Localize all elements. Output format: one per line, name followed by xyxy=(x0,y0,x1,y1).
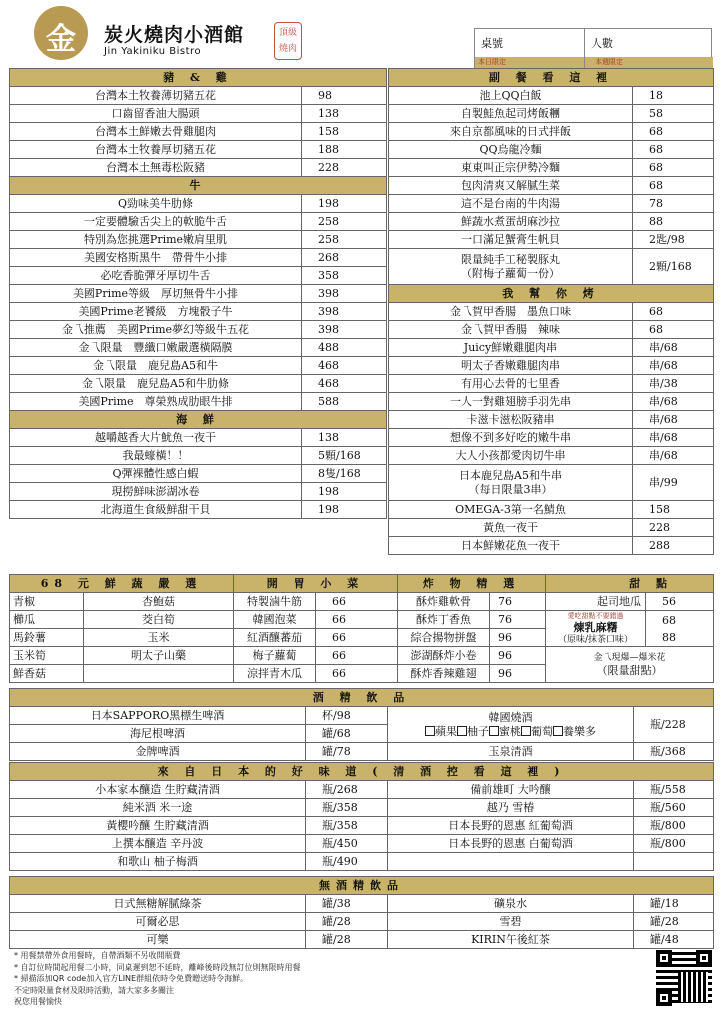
dessert-popcorn-sub: （限量甜點） xyxy=(596,663,663,677)
item-name: 必吃香脆彈牙厚切牛舌 xyxy=(10,267,302,285)
item-name: QQ烏龍冷麵 xyxy=(389,141,633,159)
menu-item-row xyxy=(10,895,714,913)
section-title: 68 元 鮮 蔬 嚴 選 xyxy=(10,575,234,593)
menu-item-row xyxy=(10,231,387,249)
item-price: 罐/28 xyxy=(306,931,388,949)
item-name: Q勁味美牛肋條 xyxy=(10,195,302,213)
stamp-top: 頂級 xyxy=(278,28,297,38)
item-name: 小本家本釀造 生貯藏清酒 xyxy=(10,781,306,799)
menu-item-row xyxy=(389,303,714,321)
item-price: 288 xyxy=(633,537,714,555)
section-title: 炸 物 精 選 xyxy=(398,575,546,593)
menu-item-row xyxy=(10,483,387,501)
item-price: 96 xyxy=(490,629,546,647)
item-name: 想像不到多好吃的嫩牛串 xyxy=(389,429,633,447)
item-name: 可爾必思 xyxy=(10,913,306,931)
soju-flavor-label: 養樂多 xyxy=(563,724,596,738)
menu-item-row xyxy=(389,501,714,519)
item-name xyxy=(389,249,633,285)
empty-cell xyxy=(388,853,634,871)
veg-item: 鮮香菇 xyxy=(10,665,84,683)
dessert-note: 愛吃甜點不要錯過 xyxy=(567,611,624,620)
veg-item: 茭白筍 xyxy=(84,611,234,629)
footnote-line: 不定時限量食材及限時活動，請大家多多關注 xyxy=(14,985,174,995)
menu-item-row xyxy=(389,105,714,123)
menu-item-row xyxy=(10,447,387,465)
item-price: 198 xyxy=(302,501,387,519)
menu-item-row xyxy=(389,339,714,357)
item-price: 228 xyxy=(633,519,714,537)
section-title: 無酒精飲品 xyxy=(10,877,714,895)
menu-item-row xyxy=(10,799,714,817)
footnote-line: * 自訂位時間起用餐二小時，同桌遲到恕不延時，離峰後時段無訂位則無限時用餐 xyxy=(14,962,301,972)
item-name: 可樂 xyxy=(10,931,306,949)
item-price: 258 xyxy=(302,231,387,249)
menu-item-row xyxy=(10,743,714,761)
right-menu-table xyxy=(388,68,714,555)
alcohol-table xyxy=(9,688,714,761)
veg-item: 杏鮑菇 xyxy=(84,593,234,611)
item-name: 池上QQ白飯 xyxy=(389,87,633,105)
menu-item-row xyxy=(389,357,714,375)
item-name: 金牌啤酒 xyxy=(10,743,306,761)
item-name: 台灣本土無毒松阪豬 xyxy=(10,159,302,177)
item-name: 台灣本土牧養厚切豬五花 xyxy=(10,141,302,159)
item-price: 66 xyxy=(316,665,398,683)
menu-item-row xyxy=(10,357,387,375)
item-name: 黃櫻吟釀 生貯藏清酒 xyxy=(10,817,306,835)
menu-item-row xyxy=(10,611,714,629)
menu-item-row xyxy=(10,285,387,303)
item-name: 韓國泡菜 xyxy=(234,611,316,629)
item-price: 罐/78 xyxy=(306,743,388,761)
item-price: 138 xyxy=(302,105,387,123)
menu-item-row xyxy=(389,321,714,339)
menu-item-row xyxy=(389,465,714,501)
item-price: 68 xyxy=(633,159,714,177)
item-name: 特製滷牛筋 xyxy=(234,593,316,611)
item-name: 台灣本土鮮嫩去骨雞腿肉 xyxy=(10,123,302,141)
menu-item-row xyxy=(10,123,387,141)
item-price: 串/68 xyxy=(633,429,714,447)
item-price: 158 xyxy=(302,123,387,141)
menu-item-row xyxy=(10,647,714,665)
section-title: 我 幫 你 烤 xyxy=(389,285,714,303)
menu-item-row xyxy=(10,105,387,123)
item-price: 66 xyxy=(316,611,398,629)
item-name: KIRIN午後紅茶 xyxy=(388,931,634,949)
veg-item: 明太子山藥 xyxy=(84,647,234,665)
item-price: 88 xyxy=(633,213,714,231)
veg-item: 馬鈴薯 xyxy=(10,629,84,647)
menu-item-row xyxy=(389,123,714,141)
item-name: 純米酒 米一途 xyxy=(10,799,306,817)
section-title: 牛 xyxy=(10,177,387,195)
item-price: 2匙/98 xyxy=(633,231,714,249)
item-price: 198 xyxy=(302,195,387,213)
item-name: 金乁限量 豐纖口嫩嚴選橫隔膜 xyxy=(10,339,302,357)
section-title: 開 胃 小 菜 xyxy=(234,575,398,593)
line-qr-code[interactable] xyxy=(656,950,712,1006)
item-price: 58 xyxy=(633,105,714,123)
menu-header xyxy=(0,0,722,70)
item-price: 96 xyxy=(490,665,546,683)
dessert-price-b: 88 xyxy=(662,630,676,644)
item-price: 瓶/800 xyxy=(634,817,714,835)
item-price: 68 xyxy=(633,141,714,159)
item-price: 杯/98 xyxy=(306,707,388,725)
item-price: 串/68 xyxy=(633,357,714,375)
logo xyxy=(34,6,88,60)
people-count-field[interactable]: 人數 xyxy=(591,37,613,50)
menu-item-row xyxy=(389,537,714,555)
item-name: 酥炸雞軟骨 xyxy=(398,593,490,611)
item-price: 8隻/168 xyxy=(302,465,387,483)
item-price: 串/68 xyxy=(633,447,714,465)
item-price: 串/68 xyxy=(633,411,714,429)
menu-item-row xyxy=(10,817,714,835)
item-price: 66 xyxy=(316,593,398,611)
item-price: 68 xyxy=(633,177,714,195)
item-name xyxy=(389,465,633,501)
item-name-line2: （每日限量3串） xyxy=(468,482,553,496)
item-price: 串/99 xyxy=(633,465,714,501)
item-price: 瓶/358 xyxy=(306,817,388,835)
daily-limited-tag: 本日限定 xyxy=(475,57,585,68)
section-title: 海 鮮 xyxy=(10,411,387,429)
dessert-popcorn: 金乁現爆—爆米花 xyxy=(593,652,666,663)
item-name: 和歌山 柚子梅酒 xyxy=(10,853,306,871)
menu-item-row xyxy=(10,213,387,231)
section-header-row xyxy=(10,575,714,593)
item-price: 198 xyxy=(302,483,387,501)
item-price: 468 xyxy=(302,357,387,375)
menu-item-row xyxy=(10,339,387,357)
item-price: 瓶/800 xyxy=(634,835,714,853)
menu-item-row xyxy=(389,87,714,105)
menu-item-row xyxy=(10,375,387,393)
item-name: 礦泉水 xyxy=(388,895,634,913)
item-name: 這不是台南的牛肉湯 xyxy=(389,195,633,213)
item-name: 包肉清爽又解膩生菜 xyxy=(389,177,633,195)
item-name: 日本長野的恩惠 紅葡萄酒 xyxy=(388,817,634,835)
item-price xyxy=(646,611,714,647)
menu-item-row xyxy=(10,267,387,285)
sake-table xyxy=(9,762,714,871)
item-price: 68 xyxy=(633,303,714,321)
item-name: 美國Prime老饕級 方塊骰子牛 xyxy=(10,303,302,321)
menu-item-row xyxy=(389,411,714,429)
item-name: 日本鮮嫩花魚一夜干 xyxy=(389,537,633,555)
item-name: 紅酒釀蕃茄 xyxy=(234,629,316,647)
menu-item-row xyxy=(389,159,714,177)
menu-item-row xyxy=(10,781,714,799)
menu-item-row xyxy=(10,159,387,177)
item-name: 玉泉清酒 xyxy=(388,743,634,761)
section-header-row xyxy=(389,69,714,87)
item-name: 上撰本釀造 辛丹波 xyxy=(10,835,306,853)
item-name: 台灣本土牧養薄切豬五花 xyxy=(10,87,302,105)
footnote-line: 祝您用餐愉快 xyxy=(14,997,62,1006)
item-name-line1: 日本鹿兒島A5和牛串 xyxy=(459,468,562,482)
soju-options xyxy=(388,707,634,743)
item-name: 日本長野的恩惠 白葡萄酒 xyxy=(388,835,634,853)
item-name: 東東叫正宗伊勢冷麵 xyxy=(389,159,633,177)
menu-item-row xyxy=(389,141,714,159)
item-price: 96 xyxy=(490,647,546,665)
item-name: 海尼根啤酒 xyxy=(10,725,306,743)
menu-item-row xyxy=(10,141,387,159)
item-price: 468 xyxy=(302,375,387,393)
veg-item: 玉米 xyxy=(84,629,234,647)
item-name: 一定要體驗舌尖上的軟脆牛舌 xyxy=(10,213,302,231)
item-price: 瓶/560 xyxy=(634,799,714,817)
section-title: 甜 點 xyxy=(546,575,714,593)
menu-item-row xyxy=(10,835,714,853)
item-name-line2: （附梅子蘿蔔一份） xyxy=(461,266,560,280)
item-name: 綜合揚物拼盤 xyxy=(398,629,490,647)
order-box xyxy=(474,28,712,68)
section-header-row xyxy=(10,689,714,707)
premium-stamp xyxy=(274,22,302,60)
item-price: 66 xyxy=(316,629,398,647)
item-name: 酥炸丁香魚 xyxy=(398,611,490,629)
item-name: 美國安格斯黑牛 帶骨牛小排 xyxy=(10,249,302,267)
menu-item-row xyxy=(10,853,714,871)
veg-item: 青椒 xyxy=(10,593,84,611)
weekly-limited-tag: 本週限定 xyxy=(585,57,713,68)
shop-name: 炭火燒肉小酒館 xyxy=(104,24,245,46)
item-name: 日式無糖解膩綠茶 xyxy=(10,895,306,913)
item-name: 鮮蔬水煮蛋胡麻沙拉 xyxy=(389,213,633,231)
item-price: 瓶/450 xyxy=(306,835,388,853)
item-price: 138 xyxy=(302,429,387,447)
menu-item-row xyxy=(389,195,714,213)
section-header-row xyxy=(389,285,714,303)
footnote-line: * 掃描添加QR code加入官方LINE群組依時令免費贈送時令海鮮。 xyxy=(14,974,249,983)
table-number-field[interactable]: 桌號 xyxy=(475,29,585,57)
qr-finder-bl xyxy=(656,990,672,1006)
item-name: 酥炸香辣雞翅 xyxy=(398,665,490,683)
item-name: 我最蠔橫！！ xyxy=(10,447,302,465)
soju-flavor-checkbox[interactable] xyxy=(425,726,435,736)
item-name: 金乁賀甲香腸 墨魚口味 xyxy=(389,303,633,321)
item-price: 398 xyxy=(302,303,387,321)
item-name: 涼拌青木瓜 xyxy=(234,665,316,683)
item-price: 罐/38 xyxy=(306,895,388,913)
soju-title: 韓國燒酒 xyxy=(488,710,533,724)
item-price: 2顆/168 xyxy=(633,249,714,285)
soju-flavor-label: 蜜桃 xyxy=(499,724,521,738)
item-name: 梅子蘿蔔 xyxy=(234,647,316,665)
section-header-row xyxy=(10,69,387,87)
item-name xyxy=(546,647,714,683)
soju-flavor-label: 葡萄 xyxy=(531,724,553,738)
item-name: 金乁限量 鹿兒島A5和牛 xyxy=(10,357,302,375)
item-price: 18 xyxy=(633,87,714,105)
item-price: 5顆/168 xyxy=(302,447,387,465)
menu-item-row xyxy=(389,447,714,465)
soju-flavor-checkbox[interactable] xyxy=(553,726,563,736)
item-name: 雪碧 xyxy=(388,913,634,931)
menu-item-row xyxy=(10,393,387,411)
item-price: 瓶/358 xyxy=(306,799,388,817)
item-name: 金乁賀甲香腸 辣味 xyxy=(389,321,633,339)
item-price: 串/68 xyxy=(633,393,714,411)
item-name: 越乃 雪椿 xyxy=(388,799,634,817)
shop-name-en: Jin Yakiniku Bistro xyxy=(104,46,202,57)
item-name: 卡滋卡滋松阪豬串 xyxy=(389,411,633,429)
menu-item-row xyxy=(389,429,714,447)
item-price: 瓶/228 xyxy=(634,707,714,743)
item-price: 串/68 xyxy=(633,339,714,357)
item-price: 158 xyxy=(633,501,714,519)
empty-cell xyxy=(634,853,714,871)
veg-item: 櫛瓜 xyxy=(10,611,84,629)
menu-item-row xyxy=(10,303,387,321)
item-name: 有用心去骨的七里香 xyxy=(389,375,633,393)
qr-finder-tr xyxy=(696,950,712,966)
item-name: 日本SAPPORO黑標生啤酒 xyxy=(10,707,306,725)
qr-finder-tl xyxy=(656,950,672,966)
dessert-price-a: 68 xyxy=(662,613,676,627)
soju-flavor-label: 蘋果 xyxy=(435,724,457,738)
item-price: 68 xyxy=(633,123,714,141)
item-name: OMEGA-3第一名鯖魚 xyxy=(389,501,633,519)
item-name: 美國Prime 尊榮熟成肋眼牛排 xyxy=(10,393,302,411)
menu-item-row xyxy=(389,393,714,411)
item-price: 瓶/368 xyxy=(634,743,714,761)
item-name: 明太子香嫩雞腿肉串 xyxy=(389,357,633,375)
item-price: 56 xyxy=(646,593,714,611)
menu-item-row xyxy=(10,465,387,483)
item-name: 大人小孩都愛肉切牛串 xyxy=(389,447,633,465)
menu-item-row xyxy=(10,707,714,725)
menu-item-row xyxy=(389,519,714,537)
soju-flavor-label: 柚子 xyxy=(467,724,489,738)
small-dishes-table xyxy=(9,574,714,683)
dessert-sub: （原味/抹茶口味） xyxy=(557,634,634,645)
item-price: 瓶/490 xyxy=(306,853,388,871)
veg-item: 玉米筍 xyxy=(10,647,84,665)
section-title: 副 餐 看 這 裡 xyxy=(389,69,714,87)
item-price: 588 xyxy=(302,393,387,411)
veg-item xyxy=(84,665,234,683)
item-price: 268 xyxy=(302,249,387,267)
item-name: Q彈裸體性感白蝦 xyxy=(10,465,302,483)
menu-item-row xyxy=(10,593,714,611)
item-name: 自製鮭魚起司烤飯糰 xyxy=(389,105,633,123)
menu-item-row xyxy=(10,931,714,949)
menu-item-row xyxy=(389,231,714,249)
item-price: 258 xyxy=(302,213,387,231)
menu-item-row xyxy=(10,913,714,931)
item-price: 瓶/268 xyxy=(306,781,388,799)
soju-flavor-checkbox[interactable] xyxy=(521,726,531,736)
menu-item-row xyxy=(10,249,387,267)
item-price: 188 xyxy=(302,141,387,159)
menu-item-row xyxy=(10,321,387,339)
menu-item-row xyxy=(10,501,387,519)
item-name: 北海道生食級鮮甜干貝 xyxy=(10,501,302,519)
soft-drink-table xyxy=(9,876,714,949)
item-name: 金乁推薦 美國Prime夢幻等級牛五花 xyxy=(10,321,302,339)
menu-item-row xyxy=(10,195,387,213)
menu-item-row xyxy=(389,177,714,195)
menu-item-row xyxy=(10,429,387,447)
menu-item-row xyxy=(389,375,714,393)
section-header-row xyxy=(10,877,714,895)
item-price: 串/38 xyxy=(633,375,714,393)
section-header-row xyxy=(10,411,387,429)
item-price: 228 xyxy=(302,159,387,177)
section-title: 來 自 日 本 的 好 味 道 ( 清 酒 控 看 這 裡 ) xyxy=(10,763,714,781)
menu-item-row xyxy=(389,213,714,231)
menu-item-row xyxy=(10,87,387,105)
item-price: 罐/68 xyxy=(306,725,388,743)
section-title: 豬 & 雞 xyxy=(10,69,387,87)
footnotes xyxy=(14,950,634,1008)
item-name: 澎湖酥炸小卷 xyxy=(398,647,490,665)
item-name: Juicy鮮嫩雞腿肉串 xyxy=(389,339,633,357)
item-name: 來自京都風味的日式拌飯 xyxy=(389,123,633,141)
item-price: 76 xyxy=(490,611,546,629)
section-title: 酒 精 飲 品 xyxy=(10,689,714,707)
item-price: 398 xyxy=(302,321,387,339)
item-price: 罐/48 xyxy=(634,931,714,949)
item-price: 罐/28 xyxy=(634,913,714,931)
footnote-line: * 用餐禁帶外食用餐時，自帶酒類不另收開瓶費 xyxy=(14,951,181,960)
section-header-row xyxy=(10,763,714,781)
item-price: 398 xyxy=(302,285,387,303)
item-name: 口齒留香油大腸頭 xyxy=(10,105,302,123)
item-name: 特別為您挑選Prime嫩肩里肌 xyxy=(10,231,302,249)
item-name-line1: 限量純手工秘製豚丸 xyxy=(461,252,560,266)
item-price: 瓶/558 xyxy=(634,781,714,799)
item-price: 98 xyxy=(302,87,387,105)
left-menu-table xyxy=(9,68,387,519)
soju-flavor-checkbox[interactable] xyxy=(489,726,499,736)
qr-pattern xyxy=(678,972,708,1002)
item-name: 一人一對雞翅膀手羽先串 xyxy=(389,393,633,411)
item-price: 66 xyxy=(316,647,398,665)
item-name: 備前雄町 大吟釀 xyxy=(388,781,634,799)
item-name: 美國Prime等級 厚切無骨牛小排 xyxy=(10,285,302,303)
item-name xyxy=(546,611,646,647)
item-name: 起司地瓜 xyxy=(546,593,646,611)
item-price: 罐/18 xyxy=(634,895,714,913)
item-price: 76 xyxy=(490,593,546,611)
logo-char: 金 xyxy=(46,22,76,57)
dessert-name: 煉乳麻糬 xyxy=(573,620,618,634)
item-name: 黃魚一夜干 xyxy=(389,519,633,537)
item-name: 越嚼越香大片魷魚一夜干 xyxy=(10,429,302,447)
section-header-row xyxy=(10,177,387,195)
item-price: 罐/28 xyxy=(306,913,388,931)
item-price: 358 xyxy=(302,267,387,285)
soju-flavor-checkbox[interactable] xyxy=(457,726,467,736)
item-name: 一口滿足蟹膏生帆貝 xyxy=(389,231,633,249)
item-price: 68 xyxy=(633,321,714,339)
item-price: 78 xyxy=(633,195,714,213)
menu-item-row xyxy=(389,249,714,285)
stamp-bottom: 燒肉 xyxy=(278,44,297,54)
item-price: 488 xyxy=(302,339,387,357)
item-name: 金乁限量 鹿兒島A5和牛肋條 xyxy=(10,375,302,393)
item-name: 現撈鮮味澎湖冰卷 xyxy=(10,483,302,501)
